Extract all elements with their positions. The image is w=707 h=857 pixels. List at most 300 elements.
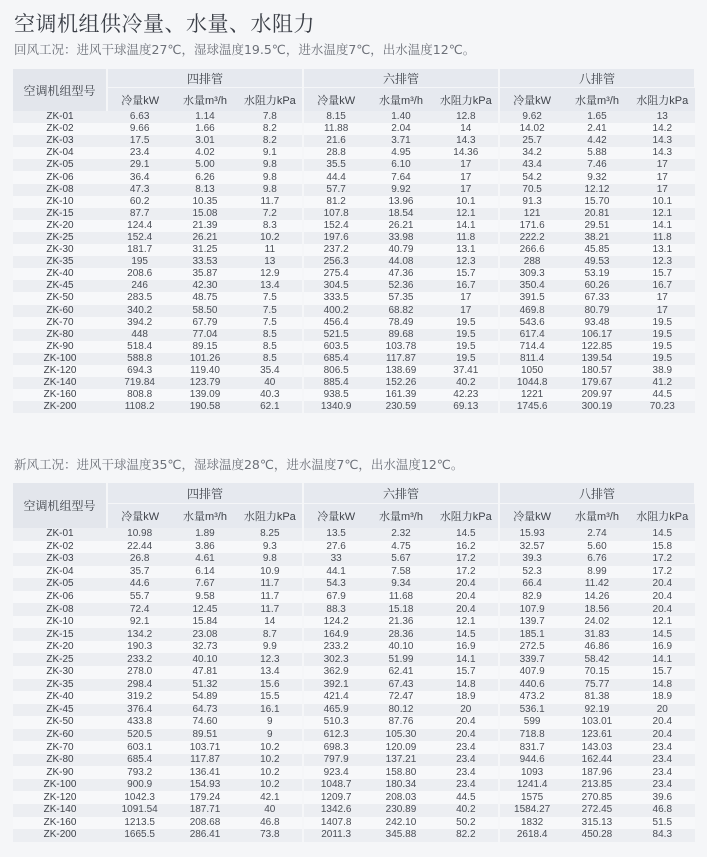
table-row <box>13 754 695 767</box>
value-cell: 68.82 <box>368 305 433 317</box>
value-cell: 13.4 <box>238 666 303 679</box>
col-header-water-flow: 水量m³/h <box>564 88 629 111</box>
value-cell: 3.71 <box>368 135 433 147</box>
value-cell: 60.26 <box>564 280 629 292</box>
value-cell: 14.5 <box>434 528 499 541</box>
value-cell: 698.3 <box>303 741 368 754</box>
value-cell: 9.58 <box>172 591 237 604</box>
value-cell: 103.01 <box>564 716 629 729</box>
value-cell: 13 <box>238 256 303 268</box>
model-cell: ZK-10 <box>13 616 107 629</box>
table-row <box>13 591 695 604</box>
group-header-four-row: 四排管 <box>107 483 303 504</box>
value-cell: 14.3 <box>630 135 695 147</box>
value-cell: 3.01 <box>172 135 237 147</box>
value-cell: 51.99 <box>368 653 433 666</box>
model-cell: ZK-40 <box>13 268 107 280</box>
value-cell: 17 <box>434 171 499 183</box>
value-cell: 14.1 <box>434 653 499 666</box>
value-cell: 17.2 <box>434 566 499 579</box>
value-cell: 15.7 <box>630 666 695 679</box>
model-cell: ZK-08 <box>13 603 107 616</box>
model-cell: ZK-02 <box>13 123 107 135</box>
value-cell: 42.23 <box>434 389 499 401</box>
value-cell: 179.24 <box>172 791 237 804</box>
value-cell: 233.2 <box>107 653 172 666</box>
value-cell: 80.79 <box>564 305 629 317</box>
value-cell: 1.66 <box>172 123 237 135</box>
value-cell: 21.6 <box>303 135 368 147</box>
table-row <box>13 208 695 220</box>
value-cell: 1.89 <box>172 528 237 541</box>
col-header-water-resistance: 水阻力kPa <box>630 88 695 111</box>
value-cell: 14.5 <box>630 528 695 541</box>
value-cell: 20.4 <box>434 591 499 604</box>
value-cell: 20.4 <box>630 578 695 591</box>
value-cell: 14.1 <box>434 220 499 232</box>
value-cell: 7.5 <box>238 292 303 304</box>
value-cell: 187.71 <box>172 804 237 817</box>
value-cell: 588.8 <box>107 353 172 365</box>
value-cell: 57.35 <box>368 292 433 304</box>
value-cell: 3.86 <box>172 541 237 554</box>
value-cell: 35.87 <box>172 268 237 280</box>
group-header-six-row: 六排管 <box>303 483 499 504</box>
value-cell: 7.64 <box>368 171 433 183</box>
value-cell: 8.99 <box>564 566 629 579</box>
value-cell: 275.4 <box>303 268 368 280</box>
table-row <box>13 628 695 641</box>
value-cell: 617.4 <box>499 329 564 341</box>
value-cell: 55.7 <box>107 591 172 604</box>
table-row <box>13 135 695 147</box>
table-row <box>13 292 695 304</box>
value-cell: 266.6 <box>499 244 564 256</box>
col-header-water-flow: 水量m³/h <box>564 504 629 529</box>
value-cell: 190.3 <box>107 641 172 654</box>
value-cell: 41.2 <box>630 377 695 389</box>
value-cell: 376.4 <box>107 704 172 717</box>
value-cell: 67.43 <box>368 679 433 692</box>
col-header-water-resistance: 水阻力kPa <box>238 88 303 111</box>
value-cell: 46.8 <box>630 804 695 817</box>
value-cell: 233.2 <box>303 641 368 654</box>
value-cell: 75.77 <box>564 679 629 692</box>
model-header: 空调机组型号 <box>13 69 107 111</box>
model-cell: ZK-45 <box>13 704 107 717</box>
value-cell: 7.2 <box>238 208 303 220</box>
value-cell: 26.8 <box>107 553 172 566</box>
value-cell: 19.5 <box>630 341 695 353</box>
value-cell: 1.14 <box>172 111 237 123</box>
value-cell: 12.8 <box>434 111 499 123</box>
value-cell: 8.5 <box>238 329 303 341</box>
value-cell: 18.9 <box>630 691 695 704</box>
table-row <box>13 147 695 159</box>
table-row <box>13 111 695 123</box>
value-cell: 185.1 <box>499 628 564 641</box>
value-cell: 1048.7 <box>303 779 368 792</box>
model-cell: ZK-25 <box>13 232 107 244</box>
value-cell: 9.66 <box>107 123 172 135</box>
table-row <box>13 729 695 742</box>
value-cell: 58.42 <box>564 653 629 666</box>
value-cell: 230.59 <box>368 401 433 413</box>
value-cell: 1665.5 <box>107 829 172 842</box>
value-cell: 49.53 <box>564 256 629 268</box>
value-cell: 18.56 <box>564 603 629 616</box>
value-cell: 11.7 <box>238 578 303 591</box>
value-cell: 885.4 <box>303 377 368 389</box>
value-cell: 256.3 <box>303 256 368 268</box>
value-cell: 298.4 <box>107 679 172 692</box>
value-cell: 8.2 <box>238 123 303 135</box>
value-cell: 10.9 <box>238 566 303 579</box>
value-cell: 8.5 <box>238 341 303 353</box>
value-cell: 944.6 <box>499 754 564 767</box>
value-cell: 62.1 <box>238 401 303 413</box>
value-cell: 15.7 <box>434 666 499 679</box>
fresh-air-table-body <box>13 528 695 842</box>
value-cell: 19.5 <box>630 317 695 329</box>
value-cell: 456.4 <box>303 317 368 329</box>
value-cell: 319.2 <box>107 691 172 704</box>
value-cell: 1575 <box>499 791 564 804</box>
value-cell: 20 <box>434 704 499 717</box>
value-cell: 23.4 <box>630 754 695 767</box>
value-cell: 1.65 <box>564 111 629 123</box>
value-cell: 32.57 <box>499 541 564 554</box>
table-row <box>13 220 695 232</box>
value-cell: 6.26 <box>172 171 237 183</box>
value-cell: 272.45 <box>564 804 629 817</box>
value-cell: 10.1 <box>434 196 499 208</box>
value-cell: 536.1 <box>499 704 564 717</box>
value-cell: 16.7 <box>434 280 499 292</box>
value-cell: 40.3 <box>238 389 303 401</box>
value-cell: 72.47 <box>368 691 433 704</box>
value-cell: 24.02 <box>564 616 629 629</box>
table-row <box>13 196 695 208</box>
value-cell: 15.6 <box>238 679 303 692</box>
value-cell: 5.88 <box>564 147 629 159</box>
value-cell: 187.96 <box>564 766 629 779</box>
value-cell: 89.15 <box>172 341 237 353</box>
value-cell: 8.25 <box>238 528 303 541</box>
value-cell: 40.10 <box>368 641 433 654</box>
value-cell: 510.3 <box>303 716 368 729</box>
value-cell: 793.2 <box>107 766 172 779</box>
value-cell: 11.68 <box>368 591 433 604</box>
value-cell: 309.3 <box>499 268 564 280</box>
value-cell: 23.4 <box>434 766 499 779</box>
value-cell: 161.39 <box>368 389 433 401</box>
value-cell: 433.8 <box>107 716 172 729</box>
value-cell: 14.36 <box>434 147 499 159</box>
value-cell: 12.3 <box>238 653 303 666</box>
table-row <box>13 817 695 830</box>
value-cell: 5.60 <box>564 541 629 554</box>
model-cell: ZK-45 <box>13 280 107 292</box>
value-cell: 20.4 <box>434 603 499 616</box>
value-cell: 15.70 <box>564 196 629 208</box>
value-cell: 67.79 <box>172 317 237 329</box>
value-cell: 17 <box>434 305 499 317</box>
page-title: 空调机组供冷量、水量、水阻力 <box>14 12 315 36</box>
model-cell: ZK-05 <box>13 578 107 591</box>
col-header-water-resistance: 水阻力kPa <box>434 88 499 111</box>
value-cell: 87.7 <box>107 208 172 220</box>
value-cell: 4.75 <box>368 541 433 554</box>
fresh-air-condition: 新风工况：进风干球温度35℃，湿球温度28℃，进水温度7℃，出水温度12℃。 <box>14 457 464 472</box>
value-cell: 14 <box>434 123 499 135</box>
value-cell: 122.85 <box>564 341 629 353</box>
value-cell: 47.3 <box>107 184 172 196</box>
value-cell: 89.51 <box>172 729 237 742</box>
model-cell: ZK-15 <box>13 628 107 641</box>
value-cell: 719.84 <box>107 377 172 389</box>
value-cell: 339.7 <box>499 653 564 666</box>
model-cell: ZK-06 <box>13 591 107 604</box>
value-cell: 7.67 <box>172 578 237 591</box>
value-cell: 17 <box>630 305 695 317</box>
value-cell: 4.02 <box>172 147 237 159</box>
value-cell: 31.25 <box>172 244 237 256</box>
value-cell: 123.61 <box>564 729 629 742</box>
value-cell: 15.08 <box>172 208 237 220</box>
table-row <box>13 716 695 729</box>
value-cell: 58.50 <box>172 305 237 317</box>
value-cell: 811.4 <box>499 353 564 365</box>
value-cell: 53.19 <box>564 268 629 280</box>
table-row <box>13 123 695 135</box>
model-cell: ZK-03 <box>13 135 107 147</box>
value-cell: 603.1 <box>107 741 172 754</box>
value-cell: 35.4 <box>238 365 303 377</box>
value-cell: 923.4 <box>303 766 368 779</box>
value-cell: 40 <box>238 377 303 389</box>
table-row <box>13 704 695 717</box>
value-cell: 208.03 <box>368 791 433 804</box>
value-cell: 123.79 <box>172 377 237 389</box>
value-cell: 12.9 <box>238 268 303 280</box>
value-cell: 20 <box>630 704 695 717</box>
value-cell: 35.7 <box>107 566 172 579</box>
value-cell: 603.5 <box>303 341 368 353</box>
table-row <box>13 353 695 365</box>
value-cell: 28.36 <box>368 628 433 641</box>
value-cell: 88.3 <box>303 603 368 616</box>
value-cell: 714.4 <box>499 341 564 353</box>
value-cell: 11.7 <box>238 603 303 616</box>
value-cell: 12.3 <box>434 256 499 268</box>
value-cell: 54.3 <box>303 578 368 591</box>
model-cell: ZK-160 <box>13 389 107 401</box>
value-cell: 17 <box>434 159 499 171</box>
table-row <box>13 641 695 654</box>
value-cell: 17 <box>630 292 695 304</box>
value-cell: 1241.4 <box>499 779 564 792</box>
value-cell: 4.95 <box>368 147 433 159</box>
value-cell: 44.4 <box>303 171 368 183</box>
table-row <box>13 184 695 196</box>
value-cell: 450.28 <box>564 829 629 842</box>
value-cell: 13.1 <box>630 244 695 256</box>
value-cell: 119.40 <box>172 365 237 377</box>
model-cell: ZK-120 <box>13 791 107 804</box>
value-cell: 195 <box>107 256 172 268</box>
table-row <box>13 365 695 377</box>
value-cell: 27.6 <box>303 541 368 554</box>
value-cell: 12.1 <box>630 208 695 220</box>
value-cell: 599 <box>499 716 564 729</box>
value-cell: 67.9 <box>303 591 368 604</box>
value-cell: 80.12 <box>368 704 433 717</box>
model-cell: ZK-20 <box>13 220 107 232</box>
value-cell: 121 <box>499 208 564 220</box>
value-cell: 685.4 <box>303 353 368 365</box>
table-row <box>13 616 695 629</box>
table-row <box>13 679 695 692</box>
value-cell: 103.71 <box>172 741 237 754</box>
value-cell: 302.3 <box>303 653 368 666</box>
value-cell: 134.2 <box>107 628 172 641</box>
value-cell: 10.2 <box>238 232 303 244</box>
value-cell: 694.3 <box>107 365 172 377</box>
value-cell: 237.2 <box>303 244 368 256</box>
value-cell: 14.1 <box>630 220 695 232</box>
value-cell: 2.41 <box>564 123 629 135</box>
value-cell: 180.57 <box>564 365 629 377</box>
value-cell: 1209.7 <box>303 791 368 804</box>
value-cell: 9.34 <box>368 578 433 591</box>
value-cell: 181.7 <box>107 244 172 256</box>
value-cell: 10.35 <box>172 196 237 208</box>
value-cell: 107.8 <box>303 208 368 220</box>
value-cell: 25.7 <box>499 135 564 147</box>
value-cell: 29.51 <box>564 220 629 232</box>
value-cell: 19.5 <box>434 317 499 329</box>
value-cell: 407.9 <box>499 666 564 679</box>
value-cell: 12.3 <box>630 256 695 268</box>
value-cell: 1093 <box>499 766 564 779</box>
col-header-cooling: 冷量kW <box>303 88 368 111</box>
value-cell: 11.8 <box>630 232 695 244</box>
value-cell: 465.9 <box>303 704 368 717</box>
value-cell: 40.10 <box>172 653 237 666</box>
value-cell: 139.54 <box>564 353 629 365</box>
group-header-eight-row: 八排管 <box>499 483 695 504</box>
value-cell: 20.4 <box>434 729 499 742</box>
value-cell: 14.3 <box>434 135 499 147</box>
model-cell: ZK-90 <box>13 341 107 353</box>
value-cell: 391.5 <box>499 292 564 304</box>
table-row <box>13 804 695 817</box>
value-cell: 23.08 <box>172 628 237 641</box>
value-cell: 1407.8 <box>303 817 368 830</box>
value-cell: 37.41 <box>434 365 499 377</box>
model-cell: ZK-25 <box>13 653 107 666</box>
value-cell: 23.4 <box>630 779 695 792</box>
table-row <box>13 268 695 280</box>
value-cell: 91.3 <box>499 196 564 208</box>
value-cell: 288 <box>499 256 564 268</box>
table-row <box>13 232 695 244</box>
value-cell: 190.58 <box>172 401 237 413</box>
value-cell: 124.4 <box>107 220 172 232</box>
value-cell: 20.4 <box>630 591 695 604</box>
value-cell: 5.00 <box>172 159 237 171</box>
value-cell: 10.2 <box>238 779 303 792</box>
model-cell: ZK-140 <box>13 804 107 817</box>
value-cell: 40.79 <box>368 244 433 256</box>
value-cell: 270.85 <box>564 791 629 804</box>
value-cell: 1.40 <box>368 111 433 123</box>
value-cell: 117.87 <box>172 754 237 767</box>
table-row <box>13 741 695 754</box>
model-cell: ZK-15 <box>13 208 107 220</box>
model-cell: ZK-10 <box>13 196 107 208</box>
value-cell: 345.88 <box>368 829 433 842</box>
model-cell: ZK-08 <box>13 184 107 196</box>
value-cell: 19.5 <box>434 341 499 353</box>
model-cell: ZK-04 <box>13 566 107 579</box>
model-cell: ZK-70 <box>13 741 107 754</box>
value-cell: 10.2 <box>238 754 303 767</box>
model-cell: ZK-100 <box>13 353 107 365</box>
value-cell: 40.2 <box>434 804 499 817</box>
value-cell: 54.2 <box>499 171 564 183</box>
value-cell: 2.04 <box>368 123 433 135</box>
value-cell: 286.41 <box>172 829 237 842</box>
value-cell: 1745.6 <box>499 401 564 413</box>
model-cell: ZK-01 <box>13 111 107 123</box>
model-cell: ZK-80 <box>13 754 107 767</box>
value-cell: 1044.8 <box>499 377 564 389</box>
value-cell: 1091.54 <box>107 804 172 817</box>
value-cell: 35.5 <box>303 159 368 171</box>
value-cell: 17 <box>434 184 499 196</box>
value-cell: 28.8 <box>303 147 368 159</box>
value-cell: 14.26 <box>564 591 629 604</box>
value-cell: 7.8 <box>238 111 303 123</box>
value-cell: 32.73 <box>172 641 237 654</box>
model-cell: ZK-04 <box>13 147 107 159</box>
col-header-cooling: 冷量kW <box>107 88 172 111</box>
value-cell: 50.2 <box>434 817 499 830</box>
col-header-water-flow: 水量m³/h <box>172 504 237 529</box>
table-row <box>13 244 695 256</box>
model-cell: ZK-60 <box>13 729 107 742</box>
value-cell: 8.3 <box>238 220 303 232</box>
group-header-eight-row: 八排管 <box>499 69 695 88</box>
value-cell: 213.85 <box>564 779 629 792</box>
model-cell: ZK-140 <box>13 377 107 389</box>
value-cell: 1342.6 <box>303 804 368 817</box>
value-cell: 19.5 <box>630 353 695 365</box>
value-cell: 51.32 <box>172 679 237 692</box>
value-cell: 1832 <box>499 817 564 830</box>
value-cell: 39.6 <box>630 791 695 804</box>
value-cell: 15.93 <box>499 528 564 541</box>
table-row <box>13 691 695 704</box>
table-row <box>13 159 695 171</box>
value-cell: 18.54 <box>368 208 433 220</box>
value-cell: 23.4 <box>434 754 499 767</box>
value-cell: 139.7 <box>499 616 564 629</box>
value-cell: 101.26 <box>172 353 237 365</box>
value-cell: 81.38 <box>564 691 629 704</box>
